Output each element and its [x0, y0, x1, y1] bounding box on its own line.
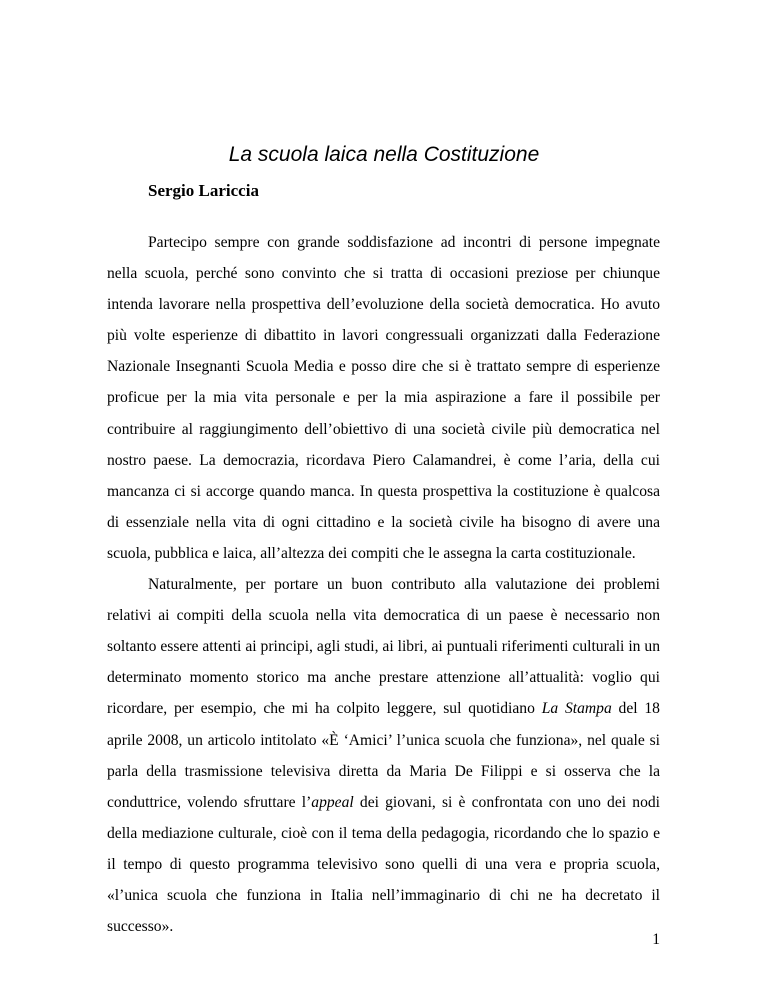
paragraph-2-part-3: dei giovani, si è confrontata con uno dei nodi della mediazione culturale, cioè con il tema della pedagogia, ricordando che lo spazio e il tempo di questo programma televisivo sono quelli di una vera e propria scuola, «l’unica scuola che funziona in Italia nell’immaginario di chi ne ha decretato il successo».	[107, 793, 661, 936]
appeal-word: appeal	[311, 793, 354, 811]
page-number: 1	[652, 931, 660, 948]
body-text	[107, 227, 660, 942]
newspaper-name: La Stampa	[541, 700, 612, 718]
paragraph-2-part-1: Naturalmente, per portare un buon contributo alla valutazione dei problemi relativi ai compiti della scuola nella vita democratica di un paese è necessario non soltanto essere attenti ai principi, agli studi, ai libri, ai puntuali riferimenti culturali in un determinato momento storico ma anche prestare attenzione all’attualità: voglio qui ricordare, per esempio, che mi ha colpito leggere, sul quotidiano	[107, 576, 660, 718]
document-title: La scuola laica nella Costituzione	[228, 143, 540, 166]
author-name: Sergio Lariccia	[148, 181, 259, 200]
paragraph-2	[107, 569, 660, 942]
paragraph-1: Partecipo sempre con grande soddisfazione ad incontri di persone impegnate nella scuola, perché sono convinto che si tratta di occasioni preziose per chiunque intenda lavorare nella prospettiva dell’evoluzione della società democratica. Ho avuto più volte esperienze di dibattito in lavori congressuali organizzati dalla Federazione Nazionale Insegnanti Scuola Media e posso dire che si è trattato sempre di esperienze proficue per la mia vita personale e per la mia aspirazione a fare il possibile per contribuire al raggiungimento dell’obiettivo di una società civile più democratica nel nostro paese. La democrazia, ricordava Piero Calamandrei, è come l’aria, della cui mancanza ci si accorge quando manca. In questa prospettiva la costituzione è qualcosa di essenziale nella vita di ogni cittadino e la società civile ha bisogno di avere una scuola, pubblica e laica, all’altezza dei compiti che le assegna la carta costituzionale.	[107, 234, 660, 562]
paragraph-2-part-2: del 18 aprile 2008, un articolo intitolato «È ‘Amici’ l’unica scuola che funziona», nel quale si parla della trasmissione televisiva diretta da Maria De Filippi e si osserva che la conduttrice, volendo sfruttare l’	[107, 700, 660, 811]
